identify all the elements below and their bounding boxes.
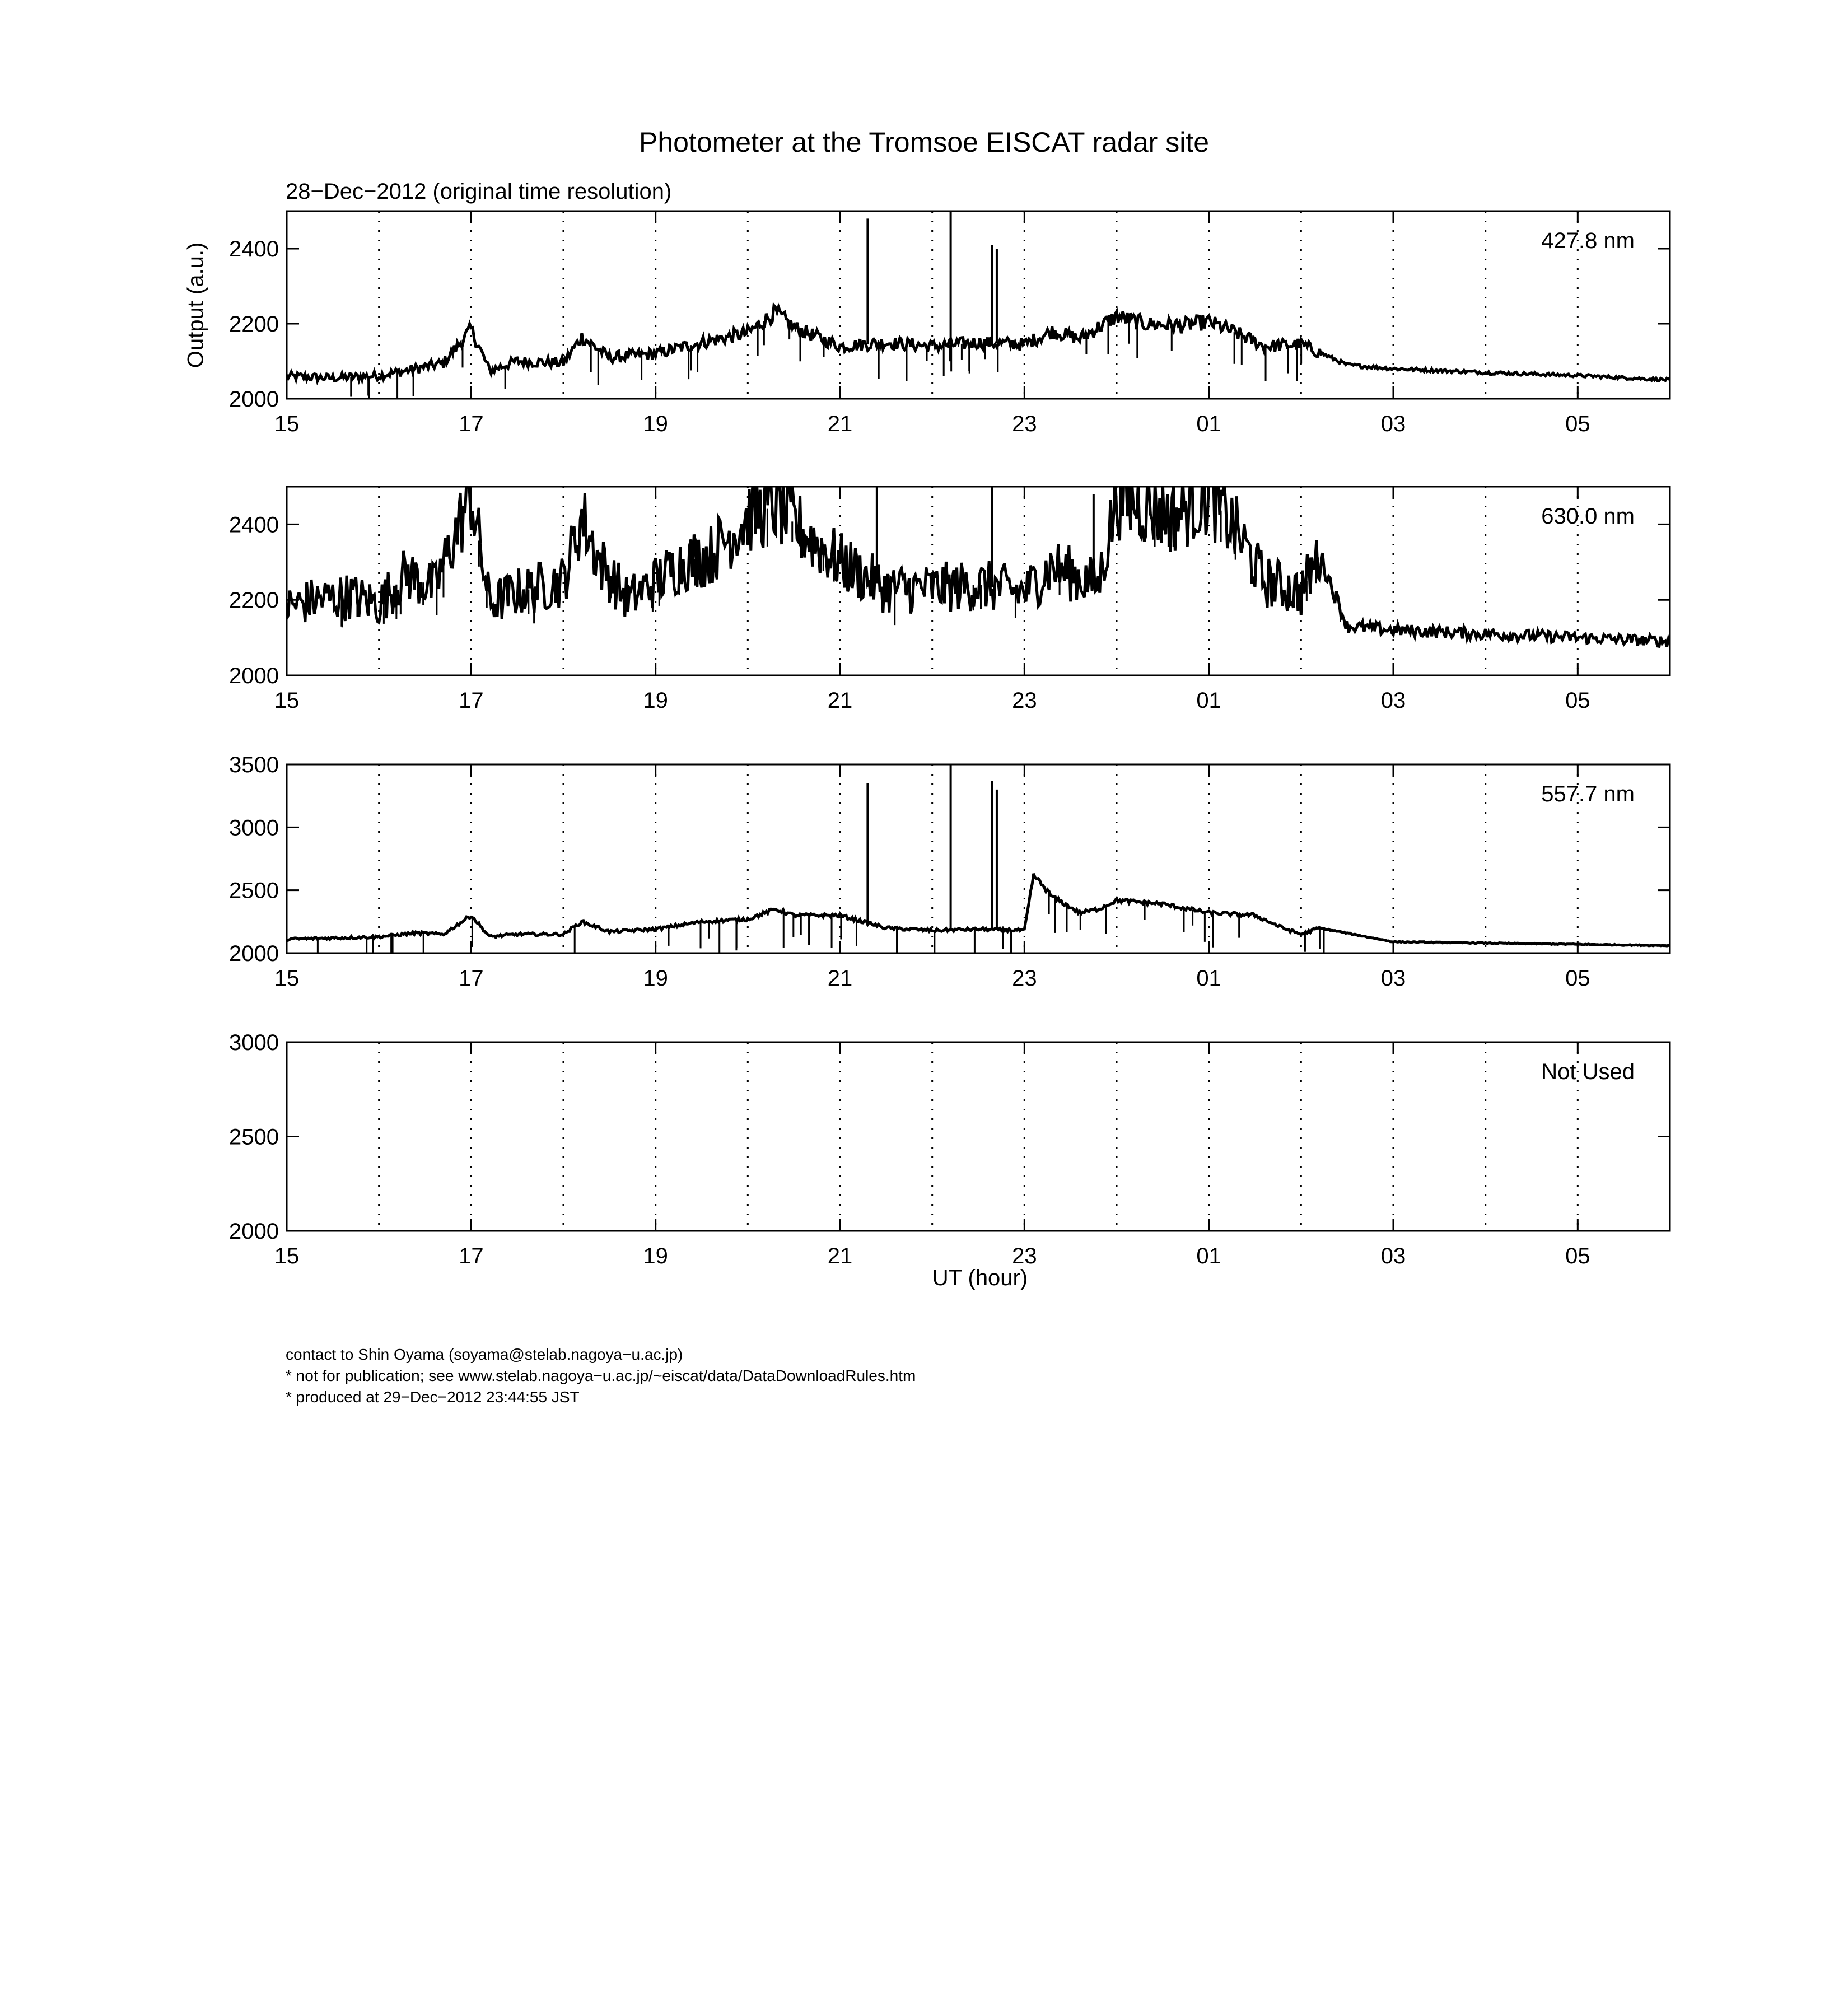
y-tick-label: 3000 — [229, 1030, 279, 1055]
y-tick-label: 2500 — [229, 1124, 279, 1150]
panel-label: 557.7 nm — [1541, 782, 1635, 806]
panel-label: Not Used — [1541, 1060, 1635, 1084]
x-tick-label: 05 — [1565, 688, 1590, 713]
y-tick-label: 3500 — [229, 753, 279, 777]
y-tick-label: 2200 — [229, 588, 279, 613]
x-tick-label: 23 — [1012, 412, 1037, 436]
y-tick-label: 2400 — [229, 512, 279, 538]
x-tick-label: 21 — [827, 966, 853, 991]
x-tick-label: 23 — [1012, 966, 1037, 991]
chart-title: Photometer at the Tromsoe EISCAT radar site — [638, 127, 1210, 158]
x-tick-label: 23 — [1012, 1244, 1037, 1268]
x-tick-label: 01 — [1196, 1244, 1221, 1268]
x-tick-label: 19 — [643, 688, 668, 713]
y-tick-label: 2400 — [229, 237, 279, 262]
x-tick-label: 03 — [1380, 412, 1406, 436]
x-tick-label: 03 — [1380, 966, 1406, 991]
x-tick-label: 15 — [274, 688, 300, 713]
x-tick-label: 01 — [1196, 966, 1221, 991]
x-tick-label: 15 — [274, 1244, 300, 1268]
footer-produced: * produced at 29−Dec−2012 23:44:55 JST — [286, 1388, 580, 1406]
series-line — [287, 305, 1670, 381]
footer-rules: * not for publication; see www.stelab.nagoya−u.ac.jp/~eiscat/data/DataDownloadRules.htm — [286, 1367, 916, 1384]
axes-box — [287, 1042, 1670, 1231]
x-tick-label: 03 — [1380, 1244, 1406, 1268]
x-tick-label: 23 — [1012, 688, 1037, 713]
x-tick-label: 21 — [827, 412, 853, 436]
x-tick-label: 01 — [1196, 688, 1221, 713]
panel-label: 630.0 nm — [1541, 504, 1635, 529]
x-tick-label: 19 — [643, 412, 668, 436]
footer — [286, 1344, 916, 1408]
x-tick-label: 15 — [274, 966, 300, 991]
x-tick-label: 17 — [459, 1244, 484, 1268]
y-axis-label: Output (a.u.) — [183, 242, 208, 368]
footer-contact: contact to Shin Oyama (soyama@stelab.nagoya−u.ac.jp) — [286, 1346, 683, 1363]
panel-0 — [229, 211, 1670, 436]
x-tick-label: 17 — [459, 966, 484, 991]
x-tick-label: 05 — [1565, 966, 1590, 991]
y-tick-label: 3000 — [229, 815, 279, 841]
y-tick-label: 2000 — [229, 387, 279, 412]
x-tick-label: 03 — [1380, 688, 1406, 713]
x-tick-label: 19 — [643, 966, 668, 991]
y-tick-label: 2000 — [229, 941, 279, 966]
panel-1 — [229, 459, 1670, 713]
x-tick-label: 21 — [827, 688, 853, 713]
y-tick-label: 2500 — [229, 878, 279, 903]
x-tick-label: 05 — [1565, 1244, 1590, 1268]
y-tick-label: 2000 — [229, 1219, 279, 1244]
y-tick-label: 2200 — [229, 312, 279, 337]
chart-subtitle: 28−Dec−2012 (original time resolution) — [286, 179, 672, 204]
panel-3 — [229, 1030, 1670, 1268]
x-axis-label: UT (hour) — [932, 1266, 1028, 1290]
axes-box — [287, 764, 1670, 953]
x-tick-label: 17 — [459, 688, 484, 713]
panel-label: 427.8 nm — [1541, 228, 1635, 253]
series-line — [287, 874, 1670, 946]
panel-2 — [229, 753, 1670, 991]
x-tick-label: 21 — [827, 1244, 853, 1268]
x-tick-label: 01 — [1196, 412, 1221, 436]
x-tick-label: 19 — [643, 1244, 668, 1268]
x-tick-label: 17 — [459, 412, 484, 436]
y-tick-label: 2000 — [229, 664, 279, 688]
x-tick-label: 05 — [1565, 412, 1590, 436]
x-tick-label: 15 — [274, 412, 300, 436]
